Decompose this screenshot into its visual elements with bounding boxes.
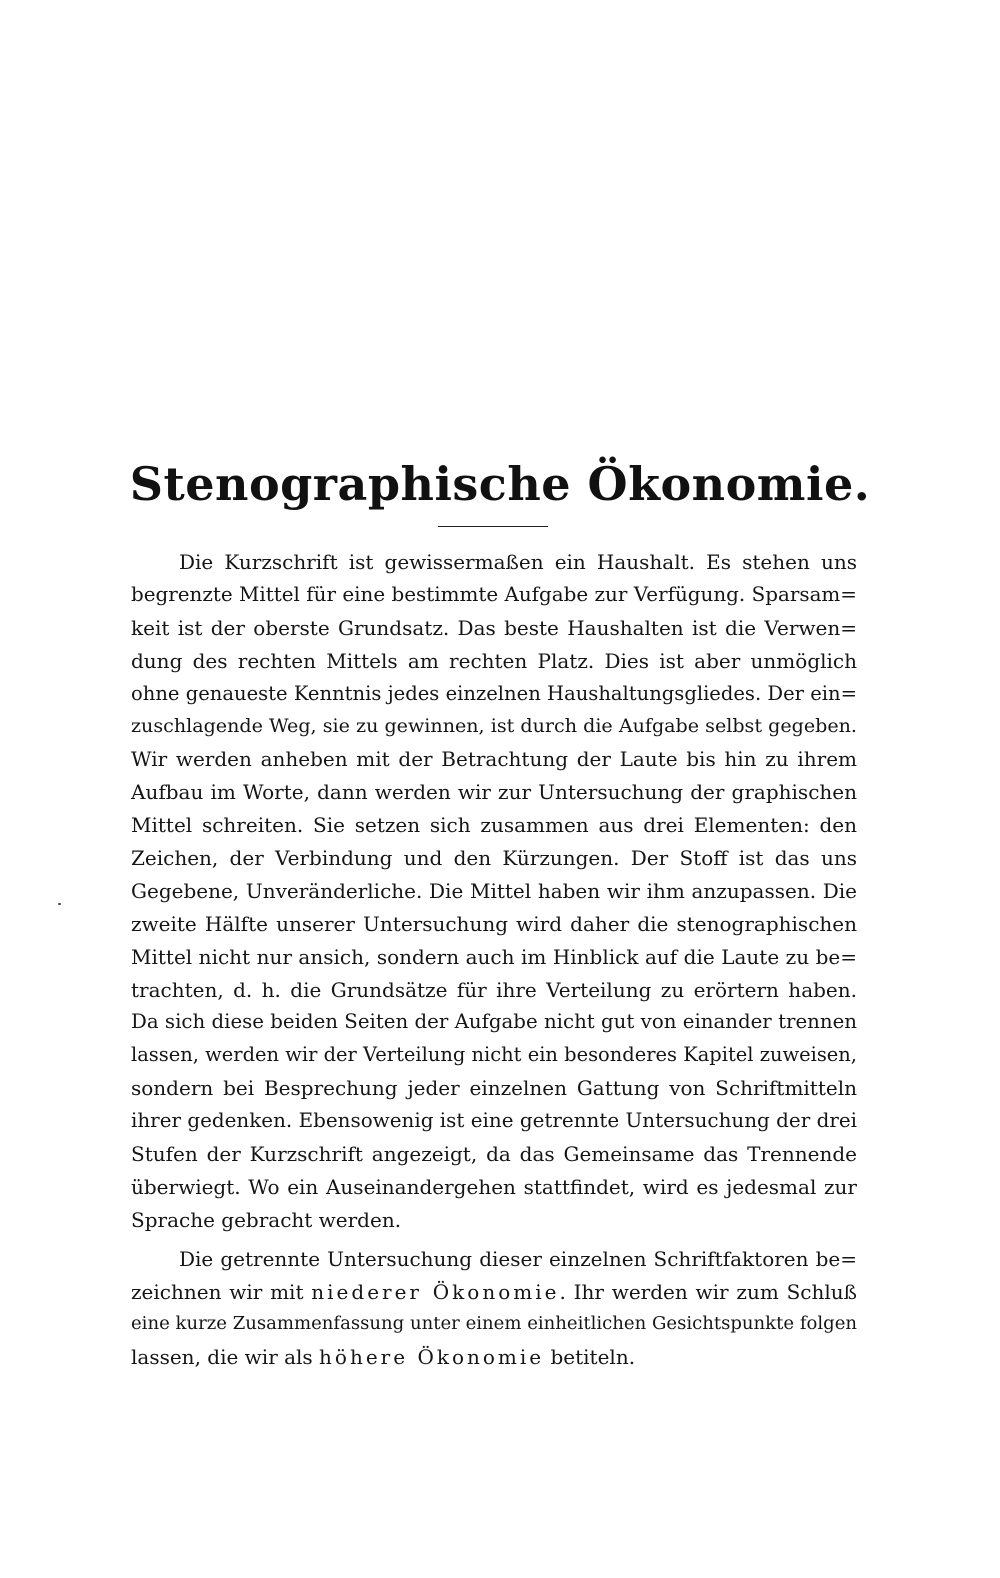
body-text (131, 546, 857, 1374)
paragraph (131, 1243, 857, 1375)
text-line: lassen, werden wir der Verteilung nicht ein besonderes Kapitel zuweisen, (131, 1043, 857, 1067)
text-line: sondern bei Besprechung jeder einzelnen Gattung von Schriftmitteln (131, 1076, 857, 1101)
text-line: zuschlagende Weg, sie zu gewinnen, ist durch die Aufgabe selbst gegeben. (131, 715, 857, 738)
text-line: Aufbau im Worte, dann werden wir zur Untersuchung der graphischen (131, 780, 857, 805)
text-line: keit ist der oberste Grundsatz. Das beste Haushalten ist die Verwen= (131, 615, 857, 640)
text-line: Da sich diese beiden Seiten der Aufgabe nicht gut von einander trennen (131, 1010, 857, 1034)
text-line: Mittel schreiten. Sie setzen sich zusammen aus drei Elementen: den (131, 813, 857, 838)
paragraph (131, 546, 857, 1237)
text-line: zweite Hälfte unserer Untersuchung wird daher die stenographischen (131, 911, 857, 936)
text-segment: zeichnen wir mit (131, 1279, 312, 1304)
text-line: eine kurze Zusammenfassung unter einem einheitlichen Gesichtspunkte folgen (131, 1313, 857, 1335)
text-line: dung des rechten Mittels am rechten Platz. Dies ist aber unmöglich (131, 648, 857, 673)
text-line: Gegebene, Unveränderliche. Die Mittel haben wir ihm anzupassen. Die (131, 878, 857, 903)
text-line: Die getrennte Untersuchung dieser einzelnen Schriftfaktoren be= (179, 1246, 857, 1271)
chapter-title: Stenographische Ökonomie. (129, 457, 871, 511)
text-line (131, 1341, 857, 1374)
text-line: Die Kurzschrift ist gewissermaßen ein Haushalt. Es stehen uns (179, 550, 857, 574)
title-divider (438, 526, 548, 527)
text-line: Sprache gebracht werden. (131, 1207, 402, 1232)
text-line: Zeichen, der Verbindung und den Kürzungen. Der Stoff ist das uns (131, 846, 857, 871)
text-line: ohne genaueste Kenntnis jedes einzelnen Haushaltungsgliedes. Der ein= (131, 681, 857, 705)
emphasized-term: höhere Ökonomie (319, 1345, 545, 1370)
text-line: überwiegt. Wo ein Auseinandergehen stattfindet, wird es jedesmal zur (131, 1174, 857, 1199)
emphasized-term: niederer Ökonomie (311, 1279, 560, 1304)
text-line: Wir werden anheben mit der Betrachtung der Laute bis hin zu ihrem (131, 747, 857, 772)
text-segment: . Ihr werden wir zum Schluß (559, 1279, 857, 1304)
print-speck (58, 903, 61, 905)
text-line: Stufen der Kurzschrift angezeigt, da das Gemeinsame das Trennende (131, 1142, 857, 1167)
text-line: ihrer gedenken. Ebensowenig ist eine getrennte Untersuchung der drei (131, 1109, 857, 1133)
text-line (131, 1276, 857, 1309)
text-line: begrenzte Mittel für eine bestimmte Aufgabe zur Verfügung. Sparsam= (131, 582, 857, 606)
text-line: trachten, d. h. die Grundsätze für ihre Verteilung zu erörtern haben. (131, 977, 857, 1002)
text-segment: betiteln. (544, 1345, 636, 1370)
text-line: Mittel nicht nur ansich, sondern auch im Hinblick auf die Laute zu be= (131, 944, 857, 969)
text-segment: lassen, die wir als (131, 1345, 320, 1370)
